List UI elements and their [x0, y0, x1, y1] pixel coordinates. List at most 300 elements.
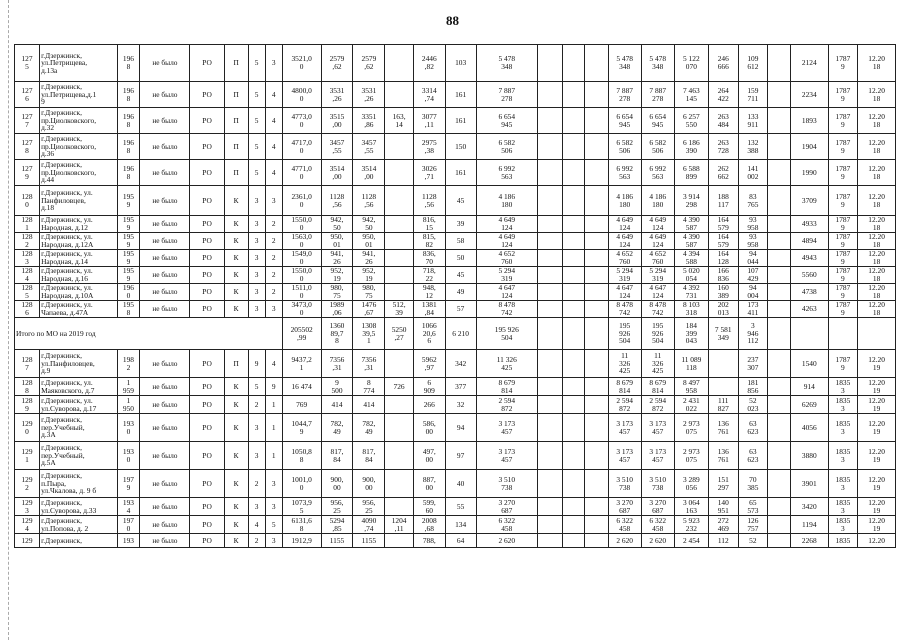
- table-cell: 129: [15, 534, 40, 548]
- table-cell: 6 582 506: [476, 134, 538, 160]
- table-cell: [563, 498, 585, 516]
- table-cell: [538, 442, 563, 470]
- table-cell: 6 186 390: [674, 134, 708, 160]
- table-cell: [385, 350, 413, 378]
- table-cell: 3457 ,55: [353, 134, 385, 160]
- table-cell: 6 654 945: [608, 108, 641, 134]
- table-cell: 12.20 18: [858, 267, 896, 284]
- table-cell: 109 612: [738, 45, 768, 82]
- table-cell: 1066 20,6 6: [413, 318, 445, 350]
- housing-repair-table: [14, 44, 896, 548]
- table-cell: 3 270 687: [608, 498, 641, 516]
- table-cell: 173 411: [738, 301, 768, 318]
- table-cell: 70 385: [738, 470, 768, 498]
- table-cell: [538, 301, 563, 318]
- table-cell: К: [224, 216, 248, 233]
- table-cell: 1073,9 5: [282, 498, 321, 516]
- table-cell: 196 8: [117, 108, 140, 134]
- table-cell: [385, 216, 413, 233]
- table-cell: К: [224, 414, 248, 442]
- table-cell: не было: [140, 233, 190, 250]
- table-cell: 1563,0 0: [282, 233, 321, 250]
- table-cell: 1128 ,56: [413, 186, 445, 216]
- table-cell: 128 5: [15, 284, 40, 301]
- table-cell: не было: [140, 470, 190, 498]
- table-cell: 1: [265, 414, 282, 442]
- table-cell: [385, 498, 413, 516]
- table-cell: 3531 ,26: [321, 82, 353, 108]
- table-cell: 4800,0 0: [282, 82, 321, 108]
- table-cell: 161: [445, 160, 476, 186]
- table-cell: 58: [445, 233, 476, 250]
- table-cell: 4 652 760: [476, 250, 538, 267]
- table-cell: 718, 22: [413, 267, 445, 284]
- table-cell: 12.20 18: [858, 186, 896, 216]
- table-cell: не было: [140, 442, 190, 470]
- table-cell: 128 2: [15, 233, 40, 250]
- table-cell: 65 573: [738, 498, 768, 516]
- table-cell: 12.20 18: [858, 301, 896, 318]
- table-cell: 1912,9: [282, 534, 321, 548]
- table-cell: 127 5: [15, 45, 40, 82]
- table-cell: [768, 250, 791, 267]
- table-row: [15, 134, 896, 160]
- table-cell: 3351 ,86: [353, 108, 385, 134]
- table-cell: 32: [445, 396, 476, 414]
- table-cell: 941, 26: [321, 250, 353, 267]
- table-cell: 159 711: [738, 82, 768, 108]
- table-cell: РО: [190, 250, 224, 267]
- table-cell: П: [224, 108, 248, 134]
- table-cell: [768, 414, 791, 442]
- table-cell: 264 422: [708, 82, 738, 108]
- table-cell: 136 761: [708, 414, 738, 442]
- table-cell: [584, 470, 608, 498]
- table-cell: [538, 350, 563, 378]
- table-cell: 6 257 550: [674, 108, 708, 134]
- table-cell: 4 186 180: [641, 186, 674, 216]
- table-cell: не было: [140, 414, 190, 442]
- table-cell: не было: [140, 82, 190, 108]
- table-cell: [538, 470, 563, 498]
- table-cell: РО: [190, 233, 224, 250]
- table-cell: не было: [140, 160, 190, 186]
- table-cell: 8 497 958: [674, 378, 708, 396]
- table-cell: 815, 82: [413, 233, 445, 250]
- table-cell: [584, 284, 608, 301]
- table-cell: 2 454: [674, 534, 708, 548]
- table-row: [15, 301, 896, 318]
- table-cell: П: [224, 350, 248, 378]
- table-cell: 1787 9: [828, 45, 858, 82]
- table-cell: 817, 84: [353, 442, 385, 470]
- table-cell: 63 623: [738, 442, 768, 470]
- table-cell: 127 9: [15, 160, 40, 186]
- table-cell: 39: [445, 216, 476, 233]
- table-cell: РО: [190, 82, 224, 108]
- table-cell: 782, 49: [321, 414, 353, 442]
- table-cell: 128 9: [15, 396, 40, 414]
- table-cell: 1787 9: [828, 186, 858, 216]
- table-cell: 4943: [790, 250, 828, 267]
- table-cell: 5250 ,27: [385, 318, 413, 350]
- table-cell: 6 322 458: [476, 516, 538, 534]
- table-cell: 3: [248, 233, 265, 250]
- table-cell: 127 8: [15, 134, 40, 160]
- table-cell: 3077 ,11: [413, 108, 445, 134]
- table-cell: [563, 350, 585, 378]
- table-cell: 4: [265, 108, 282, 134]
- table-cell: 3 289 056: [674, 470, 708, 498]
- table-cell: 1204 ,11: [385, 516, 413, 534]
- table-cell: 6 582 506: [608, 134, 641, 160]
- table-cell: 3 173 457: [608, 414, 641, 442]
- table-cell: 12.20 18: [858, 45, 896, 82]
- table-row: [15, 82, 896, 108]
- table-row: [15, 267, 896, 284]
- table-cell: 128 8: [15, 378, 40, 396]
- table-cell: 342: [445, 350, 476, 378]
- table-cell: К: [224, 284, 248, 301]
- table-cell: [563, 534, 585, 548]
- table-cell: 950, 01: [321, 233, 353, 250]
- table-cell: 1787 9: [828, 134, 858, 160]
- table-cell: 9437,2 1: [282, 350, 321, 378]
- table-cell: 1787 9: [828, 284, 858, 301]
- table-cell: [768, 82, 791, 108]
- table-cell: 2 594 872: [641, 396, 674, 414]
- table-cell: [385, 45, 413, 82]
- table-cell: не было: [140, 134, 190, 160]
- table-cell: 4090 ,74: [353, 516, 385, 534]
- table-cell: 4056: [790, 414, 828, 442]
- table-cell: [768, 534, 791, 548]
- table-cell: 93 958: [738, 233, 768, 250]
- table-cell: 12.20 19: [858, 378, 896, 396]
- table-cell: 141 002: [738, 160, 768, 186]
- table-cell: 55: [445, 498, 476, 516]
- table-cell: 1989 ,06: [321, 301, 353, 318]
- table-cell: 3: [248, 284, 265, 301]
- table-cell: 497, 00: [413, 442, 445, 470]
- table-cell: 6 322 458: [641, 516, 674, 534]
- table-cell: 8 774: [353, 378, 385, 396]
- table-cell: 5 478 348: [476, 45, 538, 82]
- table-cell: [563, 318, 585, 350]
- address-cell: г.Дзержинск, пер.Учебный, д.5А: [40, 442, 118, 470]
- table-cell: 12.20 18: [858, 233, 896, 250]
- table-cell: 202 013: [708, 301, 738, 318]
- table-cell: [538, 284, 563, 301]
- table-cell: 5 294 319: [476, 267, 538, 284]
- table-cell: 1549,0 0: [282, 250, 321, 267]
- table-cell: 5 122 070: [674, 45, 708, 82]
- address-cell: г.Дзержинск, ул. Панфиловцев, д.18: [40, 186, 118, 216]
- table-cell: 16 474: [282, 378, 321, 396]
- table-cell: 1787 9: [828, 216, 858, 233]
- table-cell: 3: [248, 414, 265, 442]
- table-cell: 2 594 872: [608, 396, 641, 414]
- table-cell: РО: [190, 108, 224, 134]
- table-cell: 726: [385, 378, 413, 396]
- table-cell: 3 946 112: [738, 318, 768, 350]
- table-cell: 4: [248, 516, 265, 534]
- table-cell: [385, 134, 413, 160]
- table-cell: 1 950: [117, 396, 140, 414]
- table-cell: 377: [445, 378, 476, 396]
- table-cell: 2 620: [608, 534, 641, 548]
- table-cell: 414: [353, 396, 385, 414]
- table-cell: [768, 267, 791, 284]
- table-cell: РО: [190, 186, 224, 216]
- table-row: [15, 378, 896, 396]
- table-cell: 4738: [790, 284, 828, 301]
- table-cell: [538, 534, 563, 548]
- table-cell: 195 8: [117, 301, 140, 318]
- table-cell: 164 128: [708, 250, 738, 267]
- table-cell: 12.20 18: [858, 82, 896, 108]
- table-cell: [538, 216, 563, 233]
- table-cell: 6 588 899: [674, 160, 708, 186]
- table-cell: 2 973 075: [674, 414, 708, 442]
- table-cell: 4 649 124: [476, 233, 538, 250]
- table-cell: 7356 ,31: [321, 350, 353, 378]
- table-cell: РО: [190, 534, 224, 548]
- table-cell: 134: [445, 516, 476, 534]
- table-cell: 1904: [790, 134, 828, 160]
- table-cell: [538, 516, 563, 534]
- table-cell: 816, 15: [413, 216, 445, 233]
- table-row: [15, 470, 896, 498]
- table-cell: 6 322 458: [608, 516, 641, 534]
- table-cell: П: [224, 160, 248, 186]
- table-cell: 1128 ,56: [321, 186, 353, 216]
- address-cell: г.Дзержинск, ул. Маяковского, д.7: [40, 378, 118, 396]
- table-cell: К: [224, 233, 248, 250]
- table-cell: 8 478 742: [476, 301, 538, 318]
- table-cell: 5294 ,85: [321, 516, 353, 534]
- table-cell: РО: [190, 498, 224, 516]
- table-cell: 3 510 738: [476, 470, 538, 498]
- table-cell: 8 103 318: [674, 301, 708, 318]
- table-cell: 128 0: [15, 186, 40, 216]
- table-cell: 3 173 457: [608, 442, 641, 470]
- address-cell: г.Дзержинск, пр.Циолковского, д.32: [40, 108, 118, 134]
- table-cell: К: [224, 516, 248, 534]
- table-cell: 3709: [790, 186, 828, 216]
- table-cell: [584, 82, 608, 108]
- table-cell: 1128 ,56: [353, 186, 385, 216]
- table-cell: [708, 350, 738, 378]
- table-row: [15, 442, 896, 470]
- table-cell: [563, 378, 585, 396]
- table-cell: 196 0: [117, 284, 140, 301]
- table-cell: 45: [445, 267, 476, 284]
- table-cell: РО: [190, 284, 224, 301]
- table-cell: 4 647 124: [476, 284, 538, 301]
- table-cell: 6 654 945: [641, 108, 674, 134]
- table-cell: 5 923 232: [674, 516, 708, 534]
- table-cell: 12.20 19: [858, 442, 896, 470]
- address-cell: г.Дзержинск, ул. Народная, д.14: [40, 250, 118, 267]
- table-cell: [768, 284, 791, 301]
- table-cell: 1: [265, 442, 282, 470]
- table-row: [15, 233, 896, 250]
- table-cell: [563, 160, 585, 186]
- table-cell: 5: [265, 516, 282, 534]
- address-cell: г.Дзержинск, ул. Народная, д.16: [40, 267, 118, 284]
- table-row: [15, 396, 896, 414]
- table-cell: 8 679 814: [641, 378, 674, 396]
- table-cell: 5 294 319: [608, 267, 641, 284]
- table-cell: 952, 19: [321, 267, 353, 284]
- table-cell: [768, 498, 791, 516]
- table-cell: [563, 108, 585, 134]
- table-cell: К: [224, 498, 248, 516]
- table-cell: 2008 ,68: [413, 516, 445, 534]
- table-cell: [584, 233, 608, 250]
- total-row-label: Итого по МО на 2019 год: [15, 318, 283, 350]
- table-cell: 94: [445, 414, 476, 442]
- table-cell: [538, 267, 563, 284]
- table-cell: 4: [265, 134, 282, 160]
- table-cell: 2446 ,82: [413, 45, 445, 82]
- table-cell: 1787 9: [828, 160, 858, 186]
- table-cell: [768, 108, 791, 134]
- table-cell: 129 3: [15, 498, 40, 516]
- table-cell: 7 887 278: [476, 82, 538, 108]
- table-cell: П: [224, 134, 248, 160]
- table-cell: 1: [265, 396, 282, 414]
- table-cell: 1835 3: [828, 396, 858, 414]
- table-cell: 3 064 163: [674, 498, 708, 516]
- table-cell: 196 8: [117, 160, 140, 186]
- table-cell: [563, 284, 585, 301]
- table-cell: 11 326 425: [641, 350, 674, 378]
- table-cell: 127 7: [15, 108, 40, 134]
- table-cell: 127 6: [15, 82, 40, 108]
- table-cell: 11 089 118: [674, 350, 708, 378]
- table-cell: 12.20 18: [858, 216, 896, 233]
- table-cell: 3880: [790, 442, 828, 470]
- table-cell: 1540: [790, 350, 828, 378]
- table-row: [15, 534, 896, 548]
- table-cell: 111 827: [708, 396, 738, 414]
- table-cell: 94 004: [738, 284, 768, 301]
- table-cell: [385, 186, 413, 216]
- table-cell: 140 951: [708, 498, 738, 516]
- table-cell: 193 0: [117, 442, 140, 470]
- table-cell: 3: [265, 534, 282, 548]
- table-cell: [790, 318, 828, 350]
- table-cell: 181 856: [738, 378, 768, 396]
- table-cell: [708, 378, 738, 396]
- table-cell: 12.20 18: [858, 108, 896, 134]
- table-cell: 263 484: [708, 108, 738, 134]
- table-cell: 12.20 18: [858, 160, 896, 186]
- table-cell: 1308 39,5 1: [353, 318, 385, 350]
- table-cell: 7 887 278: [641, 82, 674, 108]
- table-cell: 3521,0 0: [282, 45, 321, 82]
- table-cell: 1835: [828, 534, 858, 548]
- table-cell: 3 173 457: [476, 414, 538, 442]
- table-cell: 136 761: [708, 442, 738, 470]
- table-cell: [538, 233, 563, 250]
- table-cell: 1511,0 0: [282, 284, 321, 301]
- table-cell: 5962 ,97: [413, 350, 445, 378]
- table-cell: не было: [140, 516, 190, 534]
- table-cell: РО: [190, 45, 224, 82]
- table-cell: не было: [140, 108, 190, 134]
- table-cell: не было: [140, 216, 190, 233]
- table-cell: 3901: [790, 470, 828, 498]
- table-cell: 2 620: [476, 534, 538, 548]
- table-cell: 2579 ,62: [353, 45, 385, 82]
- table-cell: 5 478 348: [641, 45, 674, 82]
- table-cell: 1155: [353, 534, 385, 548]
- table-cell: 184 399 043: [674, 318, 708, 350]
- table-cell: [385, 442, 413, 470]
- table-cell: К: [224, 470, 248, 498]
- table-cell: [768, 134, 791, 160]
- table-cell: 948, 12: [413, 284, 445, 301]
- table-cell: 197 9: [117, 470, 140, 498]
- table-cell: 1787 9: [828, 301, 858, 318]
- table-cell: 3515 ,00: [321, 108, 353, 134]
- table-cell: 1787 9: [828, 108, 858, 134]
- binding-margin-line: [8, 0, 11, 640]
- table-cell: 263 728: [708, 134, 738, 160]
- table-cell: 3 270 687: [641, 498, 674, 516]
- table-cell: 2: [265, 233, 282, 250]
- table-row: [15, 516, 896, 534]
- table-cell: 512, 39: [385, 301, 413, 318]
- table-cell: [858, 318, 896, 350]
- table-cell: П: [224, 45, 248, 82]
- table-cell: 94 044: [738, 250, 768, 267]
- table-cell: [584, 318, 608, 350]
- table-cell: 4 390 587: [674, 216, 708, 233]
- table-cell: 196 8: [117, 82, 140, 108]
- table-cell: 3314 ,74: [413, 82, 445, 108]
- table-cell: 2: [248, 396, 265, 414]
- table-cell: 4 649 124: [476, 216, 538, 233]
- table-cell: 57: [445, 301, 476, 318]
- table-cell: 3 173 457: [641, 414, 674, 442]
- table-cell: 950, 01: [353, 233, 385, 250]
- table-cell: 1835 3: [828, 414, 858, 442]
- table-cell: [538, 396, 563, 414]
- table-cell: 914: [790, 378, 828, 396]
- table-cell: [584, 186, 608, 216]
- table-cell: [563, 216, 585, 233]
- table-cell: 3: [248, 442, 265, 470]
- table-cell: 8 478 742: [608, 301, 641, 318]
- table-cell: [584, 301, 608, 318]
- table-cell: [584, 250, 608, 267]
- table-cell: 1835 3: [828, 378, 858, 396]
- table-cell: [584, 216, 608, 233]
- table-cell: 4 647 124: [641, 284, 674, 301]
- table-cell: [385, 267, 413, 284]
- table-row: [15, 216, 896, 233]
- table-cell: [563, 470, 585, 498]
- address-cell: г.Дзержинск, ул. ул.Суворова, д.17: [40, 396, 118, 414]
- table-cell: [768, 318, 791, 350]
- table-cell: не было: [140, 250, 190, 267]
- table-cell: 246 666: [708, 45, 738, 82]
- table-cell: [584, 267, 608, 284]
